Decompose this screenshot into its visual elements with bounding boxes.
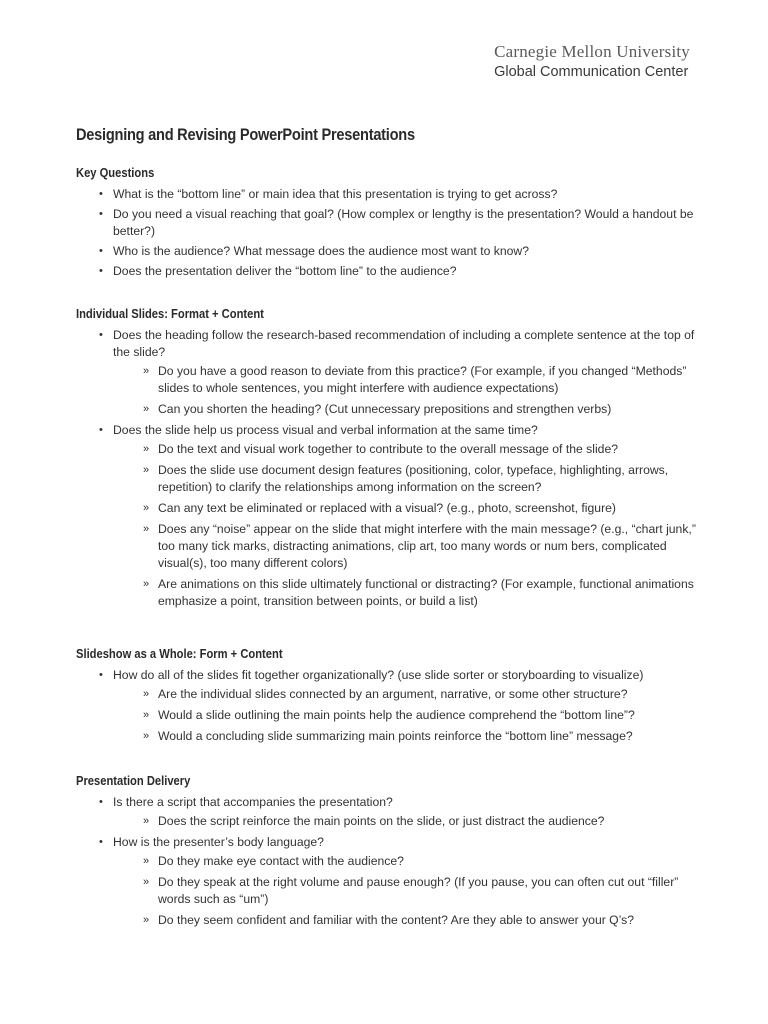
bullet-icon: • — [99, 424, 103, 436]
bullet-icon: • — [99, 208, 103, 220]
bullet-icon: • — [99, 836, 103, 848]
sub-question-list — [113, 686, 696, 745]
chevron-right-icon: » — [143, 815, 150, 827]
sub-list-item: » Does the slide use document design features (positioning, color, typeface, highlighting, arrows, repetition) to clarify the relationships among information on the screen? — [143, 463, 669, 494]
sub-list-item: » Would a concluding slide summarizing main points reinforce the “bottom line” message? — [143, 729, 633, 743]
chevron-right-icon: » — [143, 876, 150, 888]
question-list — [76, 327, 696, 610]
chevron-right-icon: » — [143, 578, 150, 590]
section-title: Individual Slides: Format + Content — [76, 306, 264, 321]
question-list — [76, 667, 696, 745]
bullet-icon: • — [99, 265, 103, 277]
sub-question-list — [113, 441, 696, 610]
sub-list-item: » Do the text and visual work together to contribute to the overall message of the slide? — [143, 442, 619, 456]
chevron-right-icon: » — [143, 403, 150, 415]
section-title: Key Questions — [76, 165, 155, 180]
section-slideshow-whole — [76, 646, 696, 749]
question-list — [76, 186, 696, 280]
sub-list-item: » Does any “noise” appear on the slide that might interfere with the main message? (e.g., “chart junk,” too many tick marks, distracting animations, clip art, too many words or num bers, complicated visual(s), too many different colors) — [143, 522, 696, 570]
center-name: Global Communication Center — [494, 64, 689, 80]
section-title: Slideshow as a Whole: Form + Content — [76, 646, 283, 661]
chevron-right-icon: » — [143, 914, 150, 926]
sub-question-list — [113, 853, 696, 929]
sub-list-item: » Would a slide outlining the main points help the audience comprehend the “bottom line”? — [143, 708, 635, 722]
bullet-icon: • — [99, 188, 103, 200]
list-item: • Who is the audience? What message does the audience most want to know? — [99, 244, 529, 258]
sub-list-item: » Do they make eye contact with the audience? — [143, 854, 404, 868]
section-key-questions — [76, 165, 696, 283]
chevron-right-icon: » — [143, 688, 150, 700]
sub-list-item: » Do you have a good reason to deviate from this practice? (For example, if you changed “Methods” slides to whole sentences, you might interfere with audience expectations) — [143, 364, 687, 395]
sub-question-list — [113, 813, 696, 830]
sub-list-item: » Can you shorten the heading? (Cut unnecessary prepositions and strengthen verbs) — [143, 402, 612, 416]
sub-list-item: » Are animations on this slide ultimately functional or distracting? (For example, functional animations emphasize a point, transition between points, or build a list) — [143, 577, 694, 608]
sub-list-item: » Do they seem confident and familiar with the content? Are they able to answer your Q’s? — [143, 913, 635, 927]
chevron-right-icon: » — [143, 523, 150, 535]
chevron-right-icon: » — [143, 709, 150, 721]
section-individual-slides — [76, 306, 696, 614]
chevron-right-icon: » — [143, 502, 150, 514]
sub-list-item: » Does the script reinforce the main points on the slide, or just distract the audience? — [143, 814, 605, 828]
chevron-right-icon: » — [143, 730, 150, 742]
sub-list-item: » Do they speak at the right volume and pause enough? (If you pause, you can often cut out “filler” words such as “um”) — [143, 875, 679, 906]
document-title: Designing and Revising PowerPoint Presentations — [76, 125, 415, 144]
chevron-right-icon: » — [143, 855, 150, 867]
sub-list-item: » Can any text be eliminated or replaced with a visual? (e.g., photo, screenshot, figure) — [143, 501, 616, 515]
list-item: • Do you need a visual reaching that goal? (How complex or lengthy is the presentation? Would a handout be better?) — [99, 207, 694, 238]
list-item: • What is the “bottom line” or main idea that this presentation is trying to get across? — [99, 187, 558, 201]
chevron-right-icon: » — [143, 365, 150, 377]
bullet-icon: • — [99, 669, 103, 681]
list-item: • How do all of the slides fit together organizationally? (use slide sorter or storyboarding to visualize) » Are the individual slides connected by an argument, narrative, or some other structure? » Would a slide outlining the main points help the audience comprehend the “bottom line”? » Would a concluding slide summarizing main points reinforce the “bottom line” message? — [76, 667, 696, 745]
list-item: • Does the slide help us process visual and verbal information at the same time? » Do the text and visual work together to contribute to the overall message of the slide? » Does the slide use document design features (positioning, color, typeface, highlighting, arrows, repetition) to clarify the relationships among information on the screen? » Can any text be eliminated or replaced with a visual? (e.g., photo, screenshot, figure) » Does any “noise” appear on the slide that might interfere with the main message? (e.g., “chart junk,” too many tick marks, distracting animations, clip art, too many words or num bers, complicated visual(s), too many different colors) » Are animations on this slide ultimately functional or distracting? (For example, functional animations emphasize a point, transition between points, or build a list) — [99, 423, 696, 608]
section-title: Presentation Delivery — [76, 773, 191, 788]
list-item: • How is the presenter’s body language? » Do they make eye contact with the audience? » Do they speak at the right volume and pause enough? (If you pause, you can often cut out “filler” words such as “um”) » Do they seem confident and familiar with the content? Are they able to answer your Q’s? — [76, 834, 696, 929]
institution-header — [494, 42, 690, 82]
sub-question-list — [113, 363, 696, 418]
bullet-icon: • — [99, 245, 103, 257]
list-item: • Is there a script that accompanies the presentation? » Does the script reinforce the main points on the slide, or just distract the audience? — [76, 794, 696, 830]
bullet-icon: • — [99, 329, 103, 341]
chevron-right-icon: » — [143, 443, 150, 455]
bullet-icon: • — [99, 796, 103, 808]
list-item: • Does the presentation deliver the “bottom line” to the audience? — [99, 264, 457, 278]
question-list — [76, 794, 696, 929]
section-presentation-delivery — [76, 773, 696, 933]
chevron-right-icon: » — [143, 464, 150, 476]
list-item: • Does the heading follow the research-based recommendation of including a complete sentence at the top of the slide? » Do you have a good reason to deviate from this practice? (For example, if you changed “Methods” slides to whole sentences, you might interfere with audience expectations) » Can you shorten the heading? (Cut unnecessary prepositions and strengthen verbs) — [99, 328, 695, 416]
sub-list-item: » Are the individual slides connected by an argument, narrative, or some other structure? — [143, 687, 628, 701]
university-name: Carnegie Mellon University — [494, 42, 690, 61]
